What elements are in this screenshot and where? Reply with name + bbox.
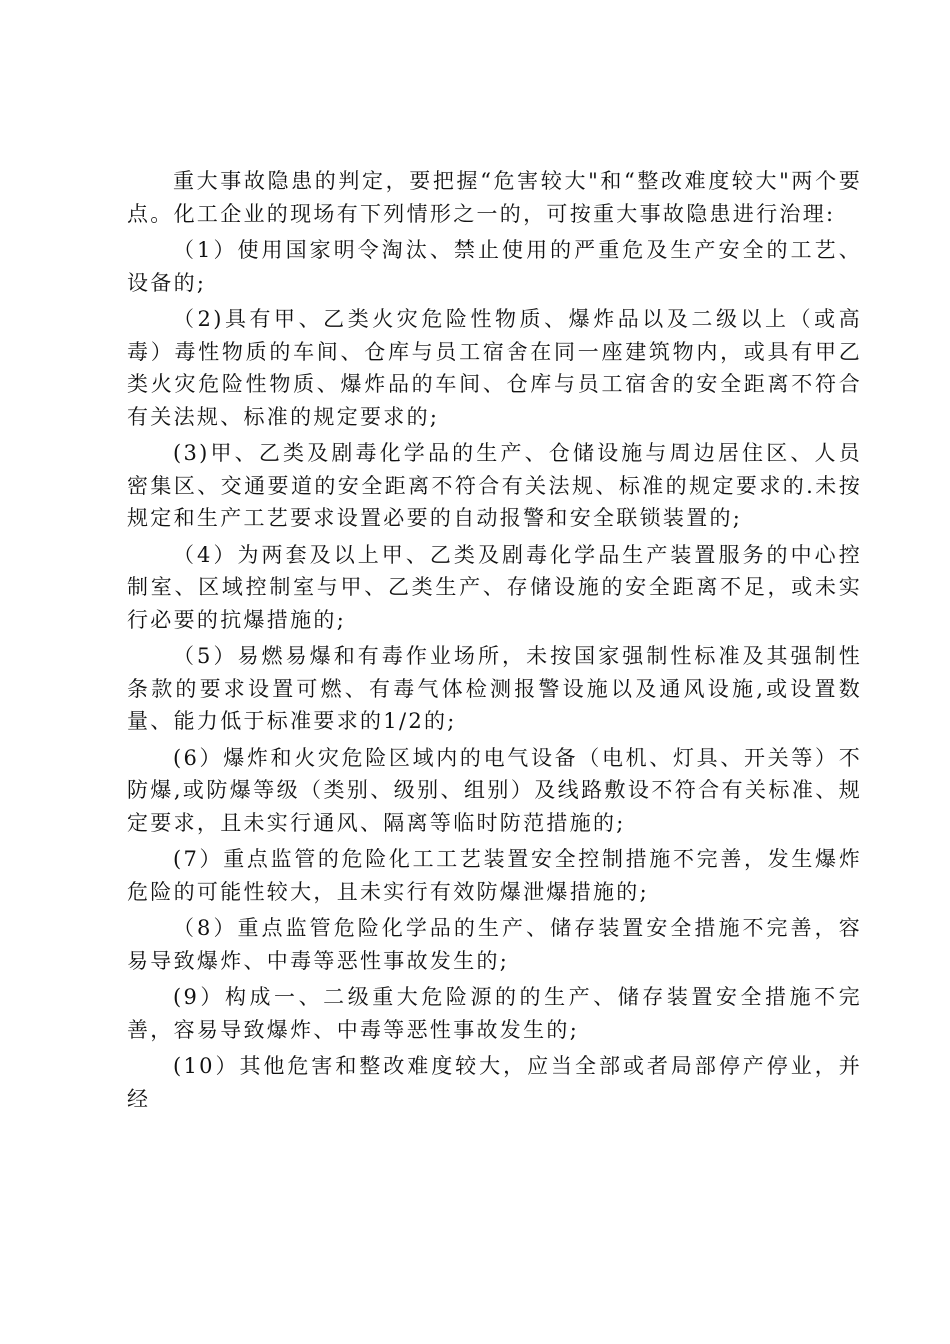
list-item-2: （2)具有甲、乙类火灾危险性物质、爆炸品以及二级以上（或高毒）毒性物质的车间、仓库与员工宿舍在同一座建筑物内，或具有甲乙类火灾危险性物质、爆炸品的车间、仓库与员工宿舍的安全距离不符合有关法规、标准的规定要求的;	[127, 307, 862, 429]
list-item-4: （4）为两套及以上甲、乙类及剧毒化学品生产装置服务的中心控制室、区域控制室与甲、乙类生产、存储设施的安全距离不足，或未实行必要的抗爆措施的;	[127, 542, 862, 632]
list-item-3: (3)甲、乙类及剧毒化学品的生产、仓储设施与周边居住区、人员密集区、交通要道的安全距离不符合有关法规、标准的规定要求的.未按规定和生产工艺要求设置必要的自动报警和安全联锁装置的;	[127, 441, 862, 530]
list-item-8: （8）重点监管危险化学品的生产、储存装置安全措施不完善，容易导致爆炸、中毒等恶性事故发生的;	[127, 916, 862, 973]
list-item-10: (10）其他危害和整改难度较大，应当全部或者局部停产停业，并经	[127, 1054, 862, 1111]
list-item-6: (6）爆炸和火灾危险区域内的电气设备（电机、灯具、开关等）不防爆,或防爆等级（类别、级别、组别）及线路敷设不符合有关标准、规定要求，且未实行通风、隔离等临时防范措施的;	[127, 745, 862, 835]
list-item-9: (9）构成一、二级重大危险源的的生产、储存装置安全措施不完善，容易导致爆炸、中毒等恶性事故发生的;	[127, 985, 862, 1042]
list-item-5: （5）易燃易爆和有毒作业场所，未按国家强制性标准及其强制性条款的要求设置可燃、有毒气体检测报警设施以及通风设施,或设置数量、能力低于标准要求的1/2的;	[127, 644, 862, 733]
list-item-7: (7）重点监管的危险化工工艺装置安全控制措施不完善，发生爆炸危险的可能性较大，且未实行有效防爆泄爆措施的;	[127, 847, 862, 904]
document-body	[127, 165, 862, 1119]
list-item-1: （1）使用国家明令淘汰、禁止使用的严重危及生产安全的工艺、设备的;	[127, 238, 862, 295]
intro-paragraph: 重大事故隐患的判定，要把握“危害较大"和“整改难度较大"两个要点。化工企业的现场有下列情形之一的，可按重大事故隐患进行治理:	[127, 169, 862, 226]
